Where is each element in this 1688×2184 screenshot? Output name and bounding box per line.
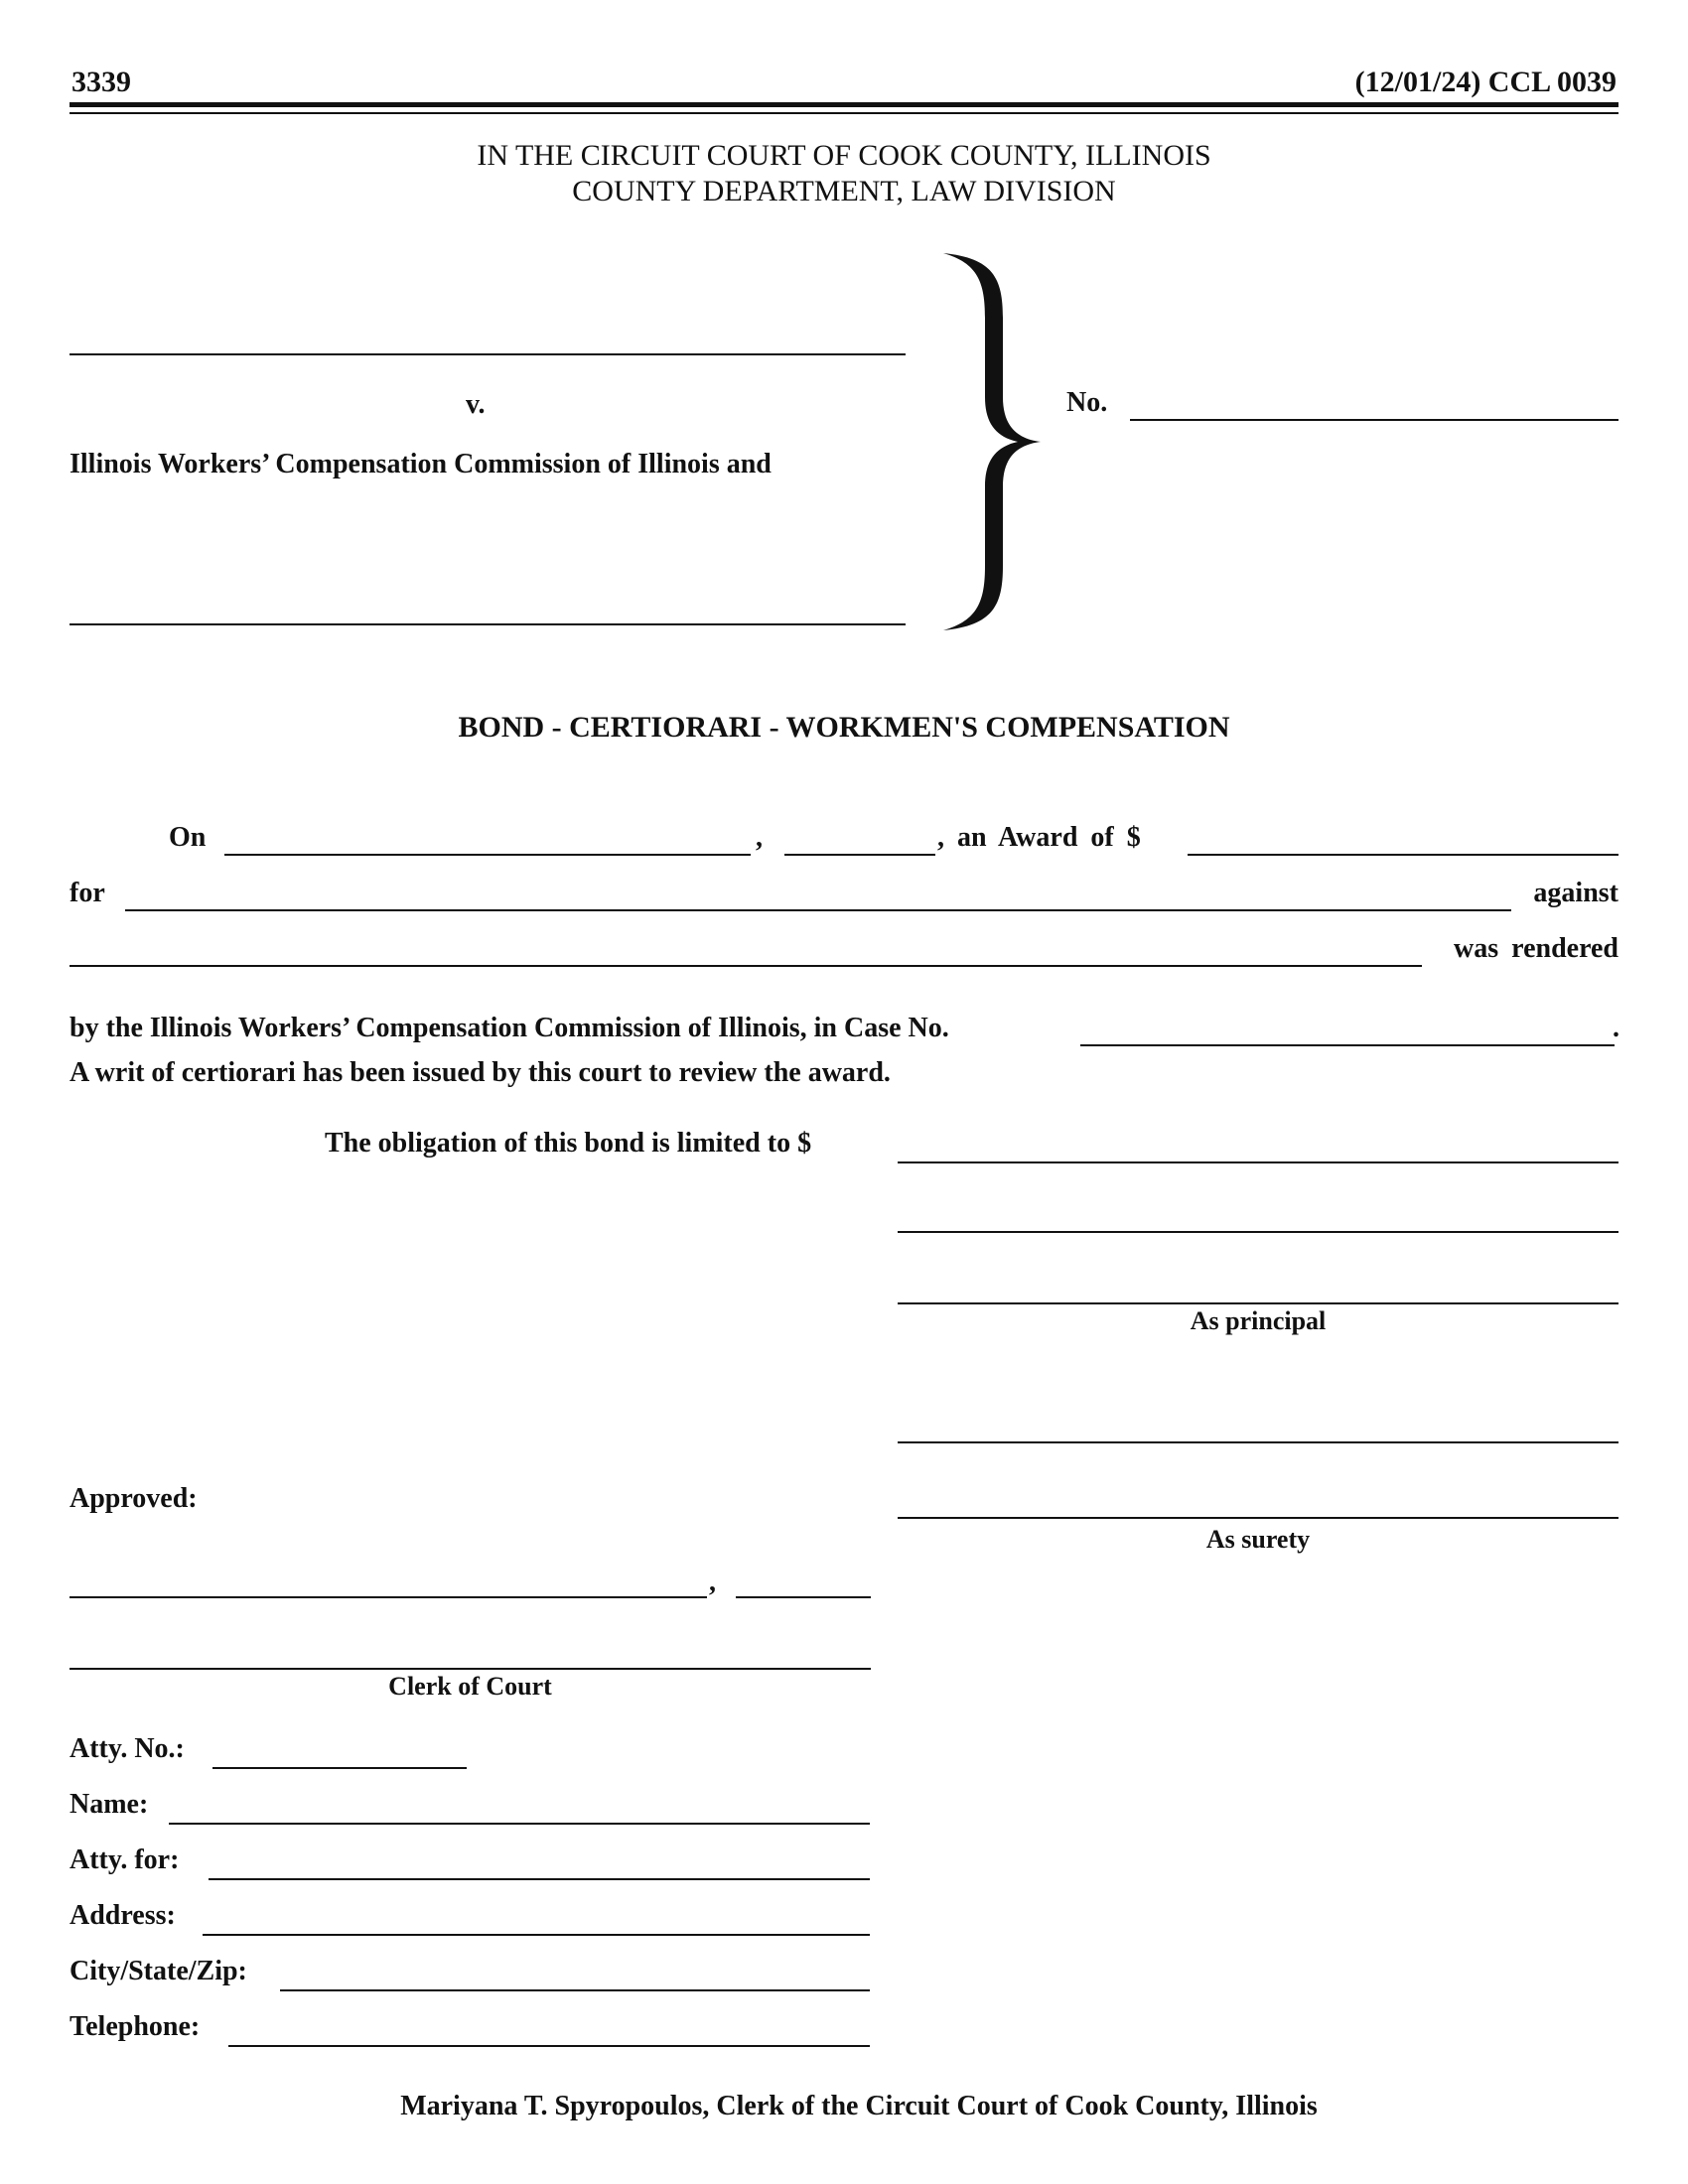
principal-signature-1[interactable] [898, 1231, 1618, 1233]
award-date-field[interactable] [224, 854, 751, 856]
right-brace-icon [933, 248, 1053, 635]
writ-text: A writ of certiorari has been issued by this court to review the award. [70, 1057, 891, 1088]
atty-name-field[interactable] [169, 1823, 870, 1825]
versus-label: v. [466, 389, 486, 420]
commission-text: by the Illinois Workers’ Compensation Commission of Illinois, in Case No. [70, 1013, 949, 1043]
commission-case-field[interactable] [1080, 1044, 1615, 1046]
surety-label: As surety [1205, 1525, 1311, 1554]
name-label: Name: [70, 1789, 149, 1820]
case-number-field[interactable] [1130, 419, 1618, 421]
clerk-of-court-label: Clerk of Court [388, 1672, 552, 1701]
surety-signature-2[interactable] [898, 1517, 1618, 1519]
award-amount-field[interactable] [1188, 854, 1618, 856]
against-label: against [1533, 878, 1618, 908]
case-no-label: No. [1066, 387, 1108, 418]
rendered-label: was rendered [1454, 933, 1618, 964]
form-code: (12/01/24) CCL 0039 [1354, 66, 1617, 98]
principal-label: As principal [1190, 1306, 1327, 1335]
approved-label: Approved: [70, 1483, 198, 1514]
on-label: On [169, 822, 207, 853]
atty-for-label: Atty. for: [70, 1844, 180, 1875]
header-rule-thin [70, 112, 1618, 114]
approved-date-field[interactable] [736, 1596, 871, 1598]
award-against-field[interactable] [70, 965, 1422, 967]
telephone-label: Telephone: [70, 2011, 201, 2042]
city-state-zip-label: City/State/Zip: [70, 1956, 247, 1986]
header-rule-thick [70, 102, 1618, 107]
atty-no-label: Atty. No.: [70, 1733, 185, 1764]
telephone-field[interactable] [228, 2045, 870, 2047]
address-label: Address: [70, 1900, 176, 1931]
atty-no-field[interactable] [212, 1767, 467, 1769]
form-title: BOND - CERTIORARI - WORKMEN'S COMPENSATION [458, 711, 1230, 744]
period: . [1613, 1013, 1619, 1043]
award-year-field[interactable] [784, 854, 935, 856]
court-department: COUNTY DEPARTMENT, LAW DIVISION [572, 175, 1116, 207]
clerk-signature-field[interactable] [70, 1668, 871, 1670]
for-label: for [70, 878, 105, 908]
award-label: , an Award of $ [937, 822, 1141, 853]
form-number: 3339 [71, 66, 131, 98]
award-for-field[interactable] [125, 909, 1511, 911]
court-name: IN THE CIRCUIT COURT OF COOK COUNTY, ILLINOIS [477, 139, 1211, 172]
approved-signature-field[interactable] [70, 1596, 707, 1598]
address-field[interactable] [203, 1934, 870, 1936]
obligation-label: The obligation of this bond is limited to $ [325, 1128, 812, 1159]
obligation-amount-field[interactable] [898, 1161, 1618, 1163]
surety-signature-1[interactable] [898, 1441, 1618, 1443]
defendant-field[interactable] [70, 623, 906, 625]
atty-for-field[interactable] [209, 1878, 870, 1880]
footer-clerk-line: Mariyana T. Spyropoulos, Clerk of the Circuit Court of Cook County, Illinois [400, 2091, 1318, 2121]
date-comma: , [756, 822, 763, 853]
city-state-zip-field[interactable] [280, 1989, 870, 1991]
approved-comma: , [709, 1567, 716, 1597]
principal-signature-2[interactable] [898, 1302, 1618, 1304]
plaintiff-field[interactable] [70, 353, 906, 355]
respondent-text: Illinois Workers’ Compensation Commission of Illinois and [70, 449, 772, 479]
